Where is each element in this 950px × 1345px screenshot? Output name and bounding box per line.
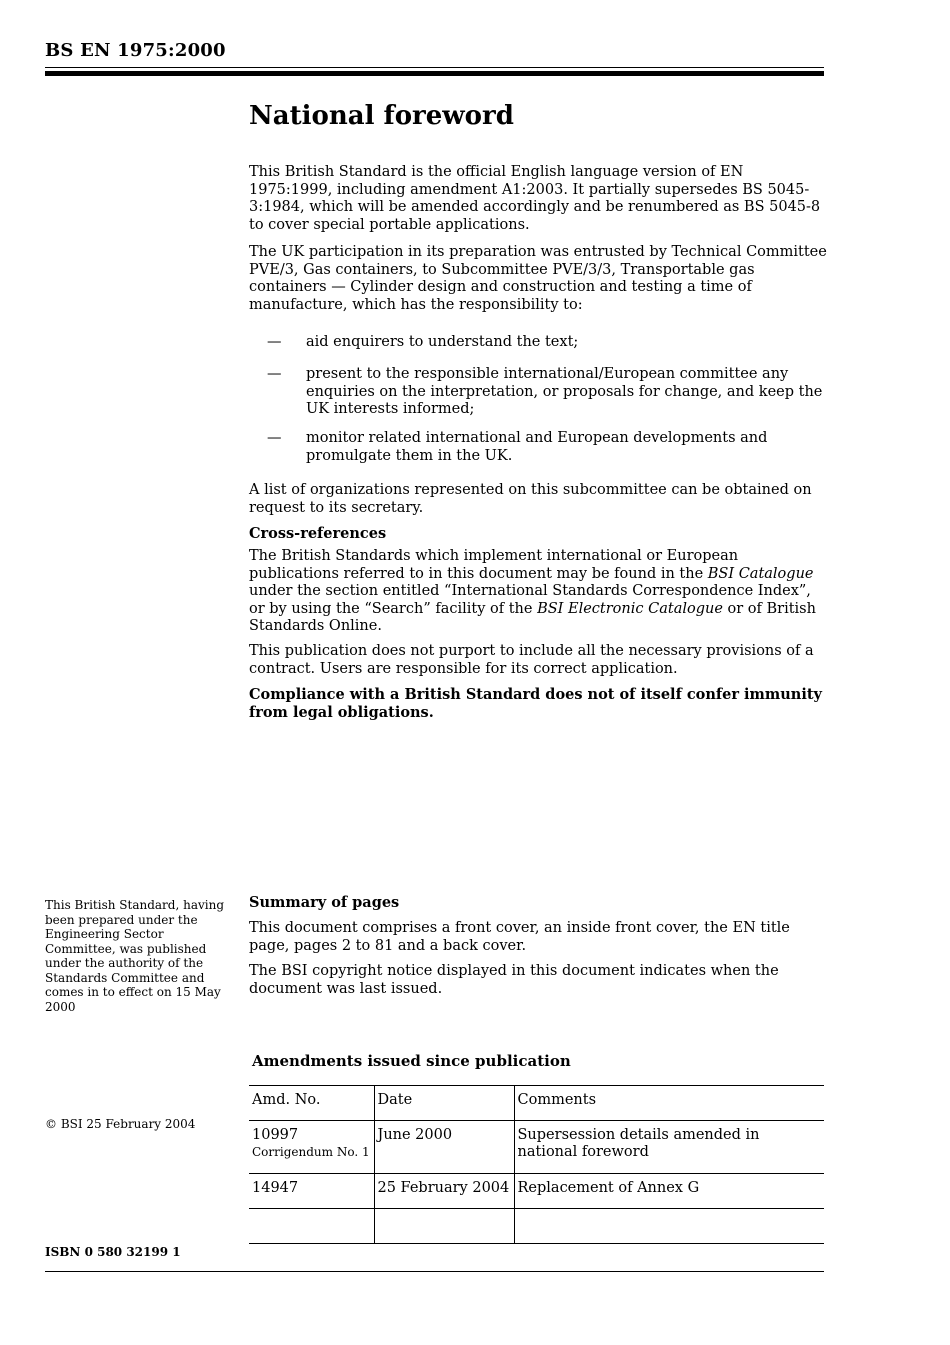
header-amd-no: Amd. No. bbox=[252, 1092, 321, 1108]
publication-note: This British Standard, having been prepared under the Engineering Sector Committee, was published under the authority of the Standards Committee and comes in to effect on 15 May 2000 bbox=[45, 898, 225, 1014]
date-cell: June 2000 bbox=[374, 1121, 514, 1174]
list-item-text: present to the responsible international/European committee any enquiries on the interpretation, or proposals for change, and keep the UK interests informed; bbox=[306, 366, 823, 417]
header-date: Date bbox=[374, 1086, 514, 1121]
header-rule-thick bbox=[45, 71, 824, 76]
crossref-text-3: or of British Standards Online. bbox=[249, 600, 816, 634]
list-item-text: monitor related international and European developments and promulgate them in the UK. bbox=[306, 430, 768, 464]
summary-paragraph-1: This document comprises a front cover, an inside front cover, the EN title page, pages 2 to 81 and a back cover. bbox=[249, 920, 790, 954]
contract-paragraph: This publication does not purport to include all the necessary provisions of a contract. Users are responsible for its correct application. bbox=[249, 643, 814, 677]
date-cell: 25 February 2004 bbox=[374, 1174, 514, 1209]
crossref-heading: Cross-references bbox=[249, 525, 387, 542]
amendments-title: Amendments issued since publication bbox=[252, 1052, 571, 1070]
amd-subtitle: Corrigendum No. 1 bbox=[252, 1145, 370, 1159]
crossref-paragraph bbox=[249, 548, 829, 636]
date-cell bbox=[374, 1209, 514, 1244]
summary-heading: Summary of pages bbox=[249, 894, 400, 911]
amd-no-cell bbox=[249, 1209, 374, 1244]
header-rule-thin bbox=[45, 67, 824, 68]
amendments-table bbox=[249, 1085, 824, 1244]
participation-section bbox=[249, 244, 829, 314]
organizations-paragraph: A list of organizations represented on this subcommittee can be obtained on request to its secretary. bbox=[249, 482, 812, 516]
footer-rule bbox=[45, 1271, 824, 1272]
table-header-row bbox=[249, 1086, 824, 1121]
comments-cell: Replacement of Annex G bbox=[514, 1174, 824, 1209]
bsi-catalogue-title: BSI Catalogue bbox=[707, 565, 814, 582]
amd-no-cell bbox=[249, 1174, 374, 1209]
header-comments: Comments bbox=[514, 1086, 824, 1121]
table-row bbox=[249, 1174, 824, 1209]
bsi-electronic-catalogue-title: BSI Electronic Catalogue bbox=[537, 600, 723, 617]
dash-marker: — bbox=[267, 334, 282, 350]
amd-no-cell bbox=[249, 1121, 374, 1174]
document-id: BS EN 1975:2000 bbox=[45, 40, 226, 61]
comments-cell: Supersession details amended in national foreword bbox=[514, 1121, 824, 1174]
summary-paragraph-2: The BSI copyright notice displayed in this document indicates when the document was last issued. bbox=[249, 963, 779, 997]
intro-paragraph-2: The UK participation in its preparation was entrusted by Technical Committee PVE/3, Gas containers, to Subcommittee PVE/3/3, Transportable gas containers — Cylinder design and construction and testing a time of manufacture, which has the responsibility to: bbox=[249, 244, 827, 313]
table-row bbox=[249, 1121, 824, 1174]
responsibility-list bbox=[249, 334, 829, 474]
page-title: National foreword bbox=[249, 101, 514, 131]
comments-cell bbox=[514, 1209, 824, 1244]
amd-number: 14947 bbox=[252, 1180, 299, 1196]
amd-number: 10997 bbox=[252, 1127, 299, 1143]
crossref-text-1: The British Standards which implement international or European publications referred to in this document may be found in the bbox=[249, 548, 739, 582]
dash-marker: — bbox=[267, 366, 282, 382]
intro-paragraph-1: This British Standard is the official English language version of EN 1975:1999, including amendment A1:2003. It partially supersedes BS 5045-3:1984, which will be amended accordingly and be renumbered as BS 5045-8 to cover special portable applications. bbox=[249, 164, 821, 233]
table-row bbox=[249, 1209, 824, 1244]
crossref-text-2: under the section entitled “International Standards Correspondence Index”, or by using the “Search” facility of the bbox=[249, 583, 811, 617]
compliance-statement: Compliance with a British Standard does not of itself confer immunity from legal obligations. bbox=[249, 686, 822, 721]
list-item-text: aid enquirers to understand the text; bbox=[306, 334, 579, 350]
dash-marker: — bbox=[267, 430, 282, 446]
intro-section bbox=[249, 164, 829, 234]
isbn: ISBN 0 580 32199 1 bbox=[45, 1245, 181, 1259]
copyright-notice: © BSI 25 February 2004 bbox=[45, 1117, 196, 1131]
